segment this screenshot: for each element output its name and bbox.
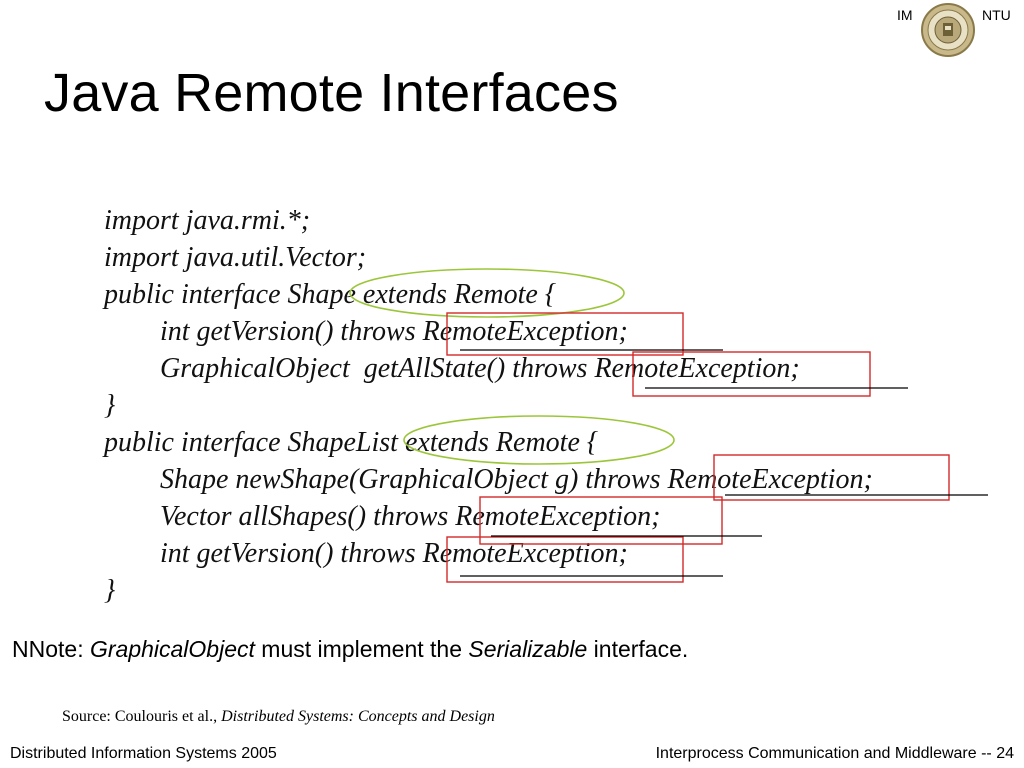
serializable-note (12, 633, 688, 665)
code-line: int getVersion() throws RemoteException; (160, 316, 628, 347)
code-line: Shape newShape(GraphicalObject g) throws RemoteException; (160, 464, 873, 495)
code-line: public interface Shape extends Remote { (104, 279, 557, 310)
code-line: } (104, 575, 116, 606)
code-line: import java.util.Vector; (104, 242, 367, 273)
code-line: GraphicalObject getAllState() throws RemoteException; (160, 353, 800, 384)
code-line: Vector allShapes() throws RemoteException; (160, 501, 661, 532)
code-line: import java.rmi.*; (104, 205, 311, 236)
source-citation (62, 707, 495, 727)
note-middle: must implement the (254, 636, 469, 662)
footer-course: Distributed Information Systems 2005 (10, 745, 277, 762)
logo-ntu-text: NTU (982, 7, 1011, 23)
source-book-title: Distributed Systems: Concepts and Design (221, 708, 495, 725)
university-seal-icon (920, 2, 976, 58)
source-prefix: Source: Coulouris et al., (62, 708, 222, 725)
note-prefix: NNote: (12, 636, 90, 662)
note-interface-name: Serializable (468, 636, 588, 662)
code-line: int getVersion() throws RemoteException; (160, 538, 628, 569)
logo-im-text: IM (897, 7, 913, 23)
note-class-name: GraphicalObject (89, 636, 255, 662)
note-suffix: interface. (587, 636, 689, 662)
slide-title: Java Remote Interfaces (44, 63, 619, 123)
code-line: } (104, 390, 116, 421)
code-line: public interface ShapeList extends Remote { (104, 427, 599, 458)
footer-lecture-page: Interprocess Communication and Middleware -- 24 (655, 745, 1014, 762)
